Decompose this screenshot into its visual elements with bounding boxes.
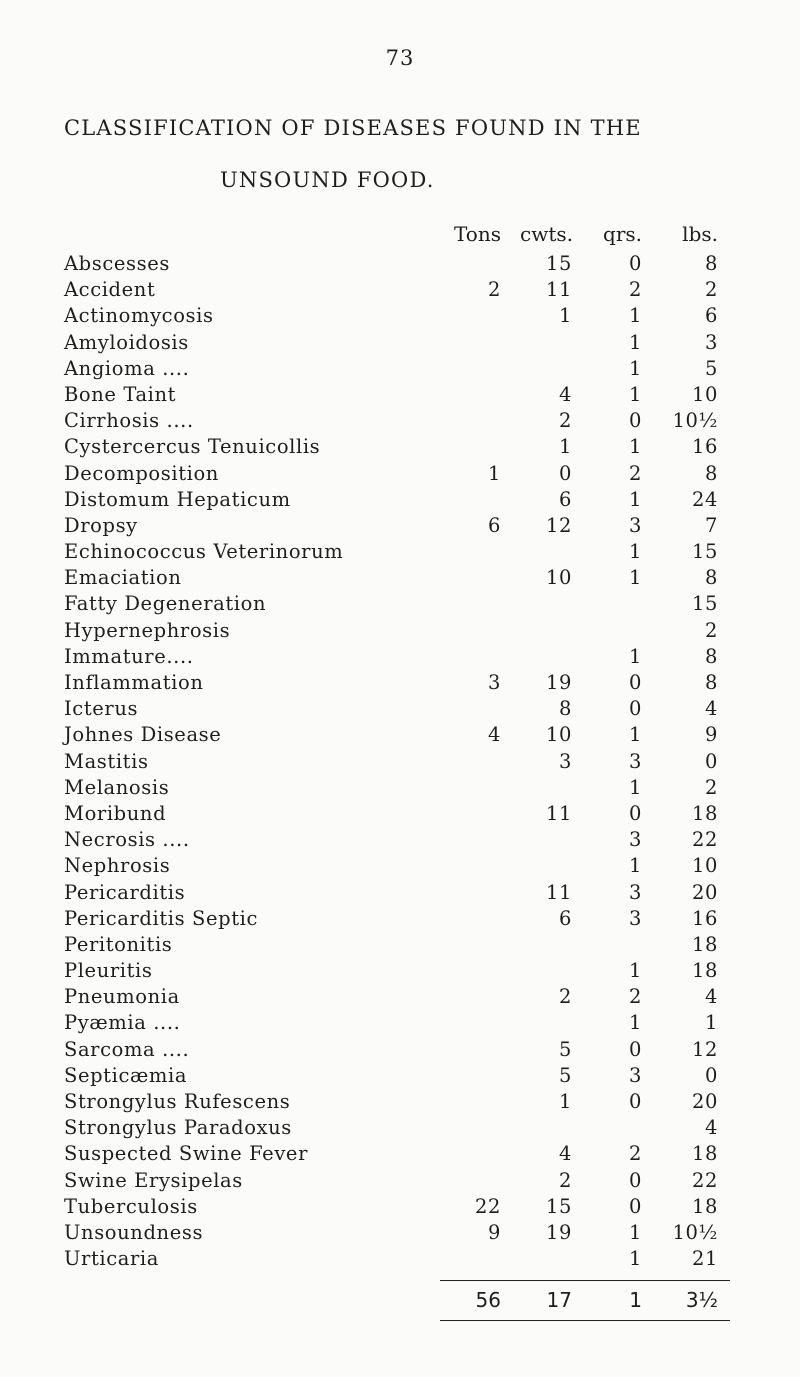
disease-name: Tuberculosis bbox=[64, 1194, 198, 1218]
page-number: 73 bbox=[385, 46, 415, 70]
disease-name: Melanosis bbox=[64, 775, 170, 799]
disease-name: Bone Taint bbox=[64, 382, 177, 406]
lbs-value: 21 bbox=[691, 1247, 718, 1271]
cwts-value: 4 bbox=[558, 382, 572, 406]
disease-name: Septicæmia bbox=[64, 1063, 188, 1087]
qrs-value: 2 bbox=[628, 461, 642, 485]
disease-name: Hypernephrosis bbox=[64, 618, 231, 642]
cwts-value: 5 bbox=[558, 1063, 572, 1087]
disease-name: Icterus bbox=[64, 697, 139, 721]
table-row bbox=[0, 304, 800, 330]
table-row bbox=[0, 959, 800, 985]
lbs-value: 18 bbox=[691, 1194, 718, 1218]
cwts-value: 2 bbox=[558, 1168, 572, 1192]
cwts-value: 6 bbox=[558, 906, 572, 930]
table-row bbox=[0, 802, 800, 828]
table-row bbox=[0, 828, 800, 854]
disease-name: Pleuritis bbox=[64, 959, 153, 983]
cwts-value: 3 bbox=[558, 749, 572, 773]
lbs-value: 2 bbox=[704, 278, 718, 302]
page-title: CLASSIFICATION OF DISEASES FOUND IN THE bbox=[64, 116, 642, 140]
qrs-value: 1 bbox=[628, 723, 642, 747]
qrs-value: 1 bbox=[628, 356, 642, 380]
disease-name: Echinococcus Veterinorum bbox=[64, 540, 344, 564]
table-row bbox=[0, 383, 800, 409]
lbs-value: 2 bbox=[704, 775, 718, 799]
table-row bbox=[0, 671, 800, 697]
lbs-value: 10 bbox=[691, 382, 718, 406]
disease-name: Dropsy bbox=[64, 513, 138, 537]
table-row bbox=[0, 645, 800, 671]
table-row bbox=[0, 933, 800, 959]
qrs-value: 1 bbox=[628, 566, 642, 590]
cwts-value: 2 bbox=[558, 409, 572, 433]
lbs-value: 8 bbox=[704, 461, 718, 485]
lbs-value: 1 bbox=[704, 1011, 718, 1035]
table-row bbox=[0, 985, 800, 1011]
cwts-value: 10 bbox=[545, 723, 572, 747]
table-row bbox=[0, 278, 800, 304]
cwts-value: 8 bbox=[558, 697, 572, 721]
disease-name: Cystercercus Tenuicollis bbox=[64, 435, 321, 459]
qrs-value: 1 bbox=[628, 959, 642, 983]
qrs-value: 0 bbox=[628, 1168, 642, 1192]
table-row bbox=[0, 435, 800, 461]
tons-value: 2 bbox=[487, 278, 501, 302]
disease-name: Pericarditis Septic bbox=[64, 906, 258, 930]
qrs-value: 1 bbox=[628, 487, 642, 511]
table-row bbox=[0, 488, 800, 514]
table-row bbox=[0, 1221, 800, 1247]
qrs-value: 0 bbox=[628, 1037, 642, 1061]
disease-name: Swine Erysipelas bbox=[64, 1168, 243, 1192]
disease-name: Moribund bbox=[64, 801, 167, 825]
disease-table bbox=[0, 252, 800, 1273]
qrs-value: 1 bbox=[628, 435, 642, 459]
cwts-value: 11 bbox=[545, 801, 572, 825]
table-row bbox=[0, 881, 800, 907]
lbs-value: 24 bbox=[691, 487, 718, 511]
lbs-value: 3 bbox=[704, 330, 718, 354]
lbs-value: 5 bbox=[704, 356, 718, 380]
disease-name: Cirrhosis .... bbox=[64, 409, 194, 433]
cwts-value: 19 bbox=[545, 671, 572, 694]
totals-row bbox=[0, 1288, 800, 1318]
column-header-lbs: lbs. bbox=[682, 222, 718, 246]
disease-name: Urticaria bbox=[64, 1247, 159, 1271]
lbs-value: 8 bbox=[704, 671, 718, 694]
qrs-value: 3 bbox=[628, 880, 642, 904]
lbs-value: 4 bbox=[704, 985, 718, 1009]
qrs-value: 1 bbox=[628, 854, 642, 878]
lbs-value: 2 bbox=[704, 618, 718, 642]
lbs-value: 22 bbox=[691, 1168, 718, 1192]
table-row bbox=[0, 1090, 800, 1116]
qrs-value: 3 bbox=[628, 906, 642, 930]
lbs-value: 18 bbox=[691, 959, 718, 983]
lbs-value: 10½ bbox=[672, 409, 718, 433]
table-row bbox=[0, 331, 800, 357]
qrs-value: 0 bbox=[628, 801, 642, 825]
table-row bbox=[0, 854, 800, 880]
disease-name: Distomum Hepaticum bbox=[64, 487, 291, 511]
qrs-value: 0 bbox=[628, 671, 642, 694]
table-row bbox=[0, 1169, 800, 1195]
table-row bbox=[0, 566, 800, 592]
lbs-value: 12 bbox=[691, 1037, 718, 1061]
disease-name: Amyloidosis bbox=[64, 330, 189, 354]
lbs-value: 7 bbox=[704, 513, 718, 537]
disease-name: Necrosis .... bbox=[64, 828, 190, 852]
disease-name: Pneumonia bbox=[64, 985, 180, 1009]
lbs-value: 10½ bbox=[672, 1220, 718, 1244]
qrs-value: 0 bbox=[628, 1090, 642, 1113]
lbs-value: 10 bbox=[691, 854, 718, 878]
table-row bbox=[0, 1142, 800, 1168]
column-headers bbox=[0, 222, 800, 250]
qrs-value: 1 bbox=[628, 644, 642, 668]
column-header-cwts: cwts. bbox=[520, 222, 573, 246]
table-row bbox=[0, 514, 800, 540]
disease-name: Pyæmia .... bbox=[64, 1011, 181, 1035]
cwts-value: 0 bbox=[558, 461, 572, 485]
tons-value: 4 bbox=[487, 723, 501, 747]
table-row bbox=[0, 776, 800, 802]
lbs-value: 9 bbox=[704, 723, 718, 747]
total-qrs: 1 bbox=[629, 1287, 642, 1312]
disease-name: Unsoundness bbox=[64, 1220, 204, 1244]
lbs-value: 16 bbox=[691, 906, 718, 930]
qrs-value: 2 bbox=[628, 985, 642, 1009]
cwts-value: 2 bbox=[558, 985, 572, 1009]
tons-value: 6 bbox=[487, 513, 501, 537]
qrs-value: 3 bbox=[628, 513, 642, 537]
qrs-value: 1 bbox=[628, 1220, 642, 1244]
disease-name: Pericarditis bbox=[64, 880, 186, 904]
table-row bbox=[0, 252, 800, 278]
cwts-value: 19 bbox=[545, 1220, 572, 1244]
cwts-value: 6 bbox=[558, 487, 572, 511]
total-rule-bottom bbox=[440, 1320, 730, 1322]
qrs-value: 1 bbox=[628, 382, 642, 406]
lbs-value: 15 bbox=[691, 592, 718, 616]
lbs-value: 16 bbox=[691, 435, 718, 459]
lbs-value: 20 bbox=[691, 880, 718, 904]
disease-name: Emaciation bbox=[64, 566, 182, 590]
table-row bbox=[0, 1011, 800, 1037]
disease-name: Sarcoma .... bbox=[64, 1037, 190, 1061]
total-tons: 56 bbox=[475, 1287, 501, 1312]
lbs-value: 8 bbox=[704, 252, 718, 275]
cwts-value: 1 bbox=[558, 304, 572, 328]
disease-name: Mastitis bbox=[64, 749, 149, 773]
qrs-value: 2 bbox=[628, 278, 642, 302]
table-row bbox=[0, 409, 800, 435]
disease-name: Strongylus Rufescens bbox=[64, 1090, 291, 1113]
table-row bbox=[0, 1116, 800, 1142]
lbs-value: 18 bbox=[691, 801, 718, 825]
cwts-value: 10 bbox=[545, 566, 572, 590]
lbs-value: 0 bbox=[704, 1063, 718, 1087]
cwts-value: 12 bbox=[545, 513, 572, 537]
lbs-value: 0 bbox=[704, 749, 718, 773]
disease-name: Abscesses bbox=[64, 252, 170, 275]
total-rule-top bbox=[440, 1280, 730, 1282]
lbs-value: 22 bbox=[691, 828, 718, 852]
qrs-value: 0 bbox=[628, 697, 642, 721]
table-row bbox=[0, 697, 800, 723]
qrs-value: 0 bbox=[628, 1194, 642, 1218]
column-header-qrs: qrs. bbox=[603, 222, 642, 246]
table-row bbox=[0, 1195, 800, 1221]
lbs-value: 6 bbox=[704, 304, 718, 328]
qrs-value: 0 bbox=[628, 252, 642, 275]
lbs-value: 8 bbox=[704, 566, 718, 590]
cwts-value: 11 bbox=[545, 880, 572, 904]
disease-name: Strongylus Paradoxus bbox=[64, 1116, 292, 1140]
cwts-value: 5 bbox=[558, 1037, 572, 1061]
page-subtitle: UNSOUND FOOD. bbox=[220, 168, 435, 192]
disease-name: Fatty Degeneration bbox=[64, 592, 267, 616]
qrs-value: 3 bbox=[628, 749, 642, 773]
lbs-value: 18 bbox=[691, 1142, 718, 1166]
disease-name: Angioma .... bbox=[64, 356, 190, 380]
tons-value: 1 bbox=[487, 461, 501, 485]
table-row bbox=[0, 1064, 800, 1090]
qrs-value: 1 bbox=[628, 540, 642, 564]
disease-name: Suspected Swine Fever bbox=[64, 1142, 308, 1166]
cwts-value: 1 bbox=[558, 1090, 572, 1113]
disease-name: Immature.... bbox=[64, 644, 194, 668]
tons-value: 22 bbox=[474, 1194, 501, 1218]
disease-name: Inflammation bbox=[64, 671, 204, 694]
disease-name: Accident bbox=[64, 278, 156, 302]
table-row bbox=[0, 619, 800, 645]
lbs-value: 15 bbox=[691, 540, 718, 564]
total-cwts: 17 bbox=[546, 1287, 572, 1312]
lbs-value: 20 bbox=[691, 1090, 718, 1113]
table-row bbox=[0, 1247, 800, 1273]
table-row bbox=[0, 540, 800, 566]
lbs-value: 18 bbox=[691, 932, 718, 956]
cwts-value: 11 bbox=[545, 278, 572, 302]
lbs-value: 4 bbox=[704, 1116, 718, 1140]
lbs-value: 8 bbox=[704, 644, 718, 668]
disease-name: Actinomycosis bbox=[64, 304, 214, 328]
disease-name: Johnes Disease bbox=[64, 723, 222, 747]
qrs-value: 1 bbox=[628, 304, 642, 328]
table-row bbox=[0, 1038, 800, 1064]
cwts-value: 15 bbox=[545, 252, 572, 275]
table-row bbox=[0, 357, 800, 383]
total-lbs: 3½ bbox=[685, 1287, 718, 1312]
table-row bbox=[0, 592, 800, 618]
table-row bbox=[0, 462, 800, 488]
column-header-tons: Tons bbox=[454, 222, 501, 246]
table-row bbox=[0, 750, 800, 776]
cwts-value: 1 bbox=[558, 435, 572, 459]
qrs-value: 1 bbox=[628, 330, 642, 354]
qrs-value: 2 bbox=[628, 1142, 642, 1166]
table-row bbox=[0, 723, 800, 749]
qrs-value: 0 bbox=[628, 409, 642, 433]
qrs-value: 1 bbox=[628, 1011, 642, 1035]
cwts-value: 4 bbox=[558, 1142, 572, 1166]
table-row bbox=[0, 907, 800, 933]
qrs-value: 1 bbox=[628, 1247, 642, 1271]
disease-name: Peritonitis bbox=[64, 932, 173, 956]
qrs-value: 1 bbox=[628, 775, 642, 799]
qrs-value: 3 bbox=[628, 1063, 642, 1087]
tons-value: 3 bbox=[487, 671, 501, 694]
disease-name: Decomposition bbox=[64, 461, 219, 485]
qrs-value: 3 bbox=[628, 828, 642, 852]
tons-value: 9 bbox=[487, 1220, 501, 1244]
lbs-value: 4 bbox=[704, 697, 718, 721]
cwts-value: 15 bbox=[545, 1194, 572, 1218]
disease-name: Nephrosis bbox=[64, 854, 171, 878]
